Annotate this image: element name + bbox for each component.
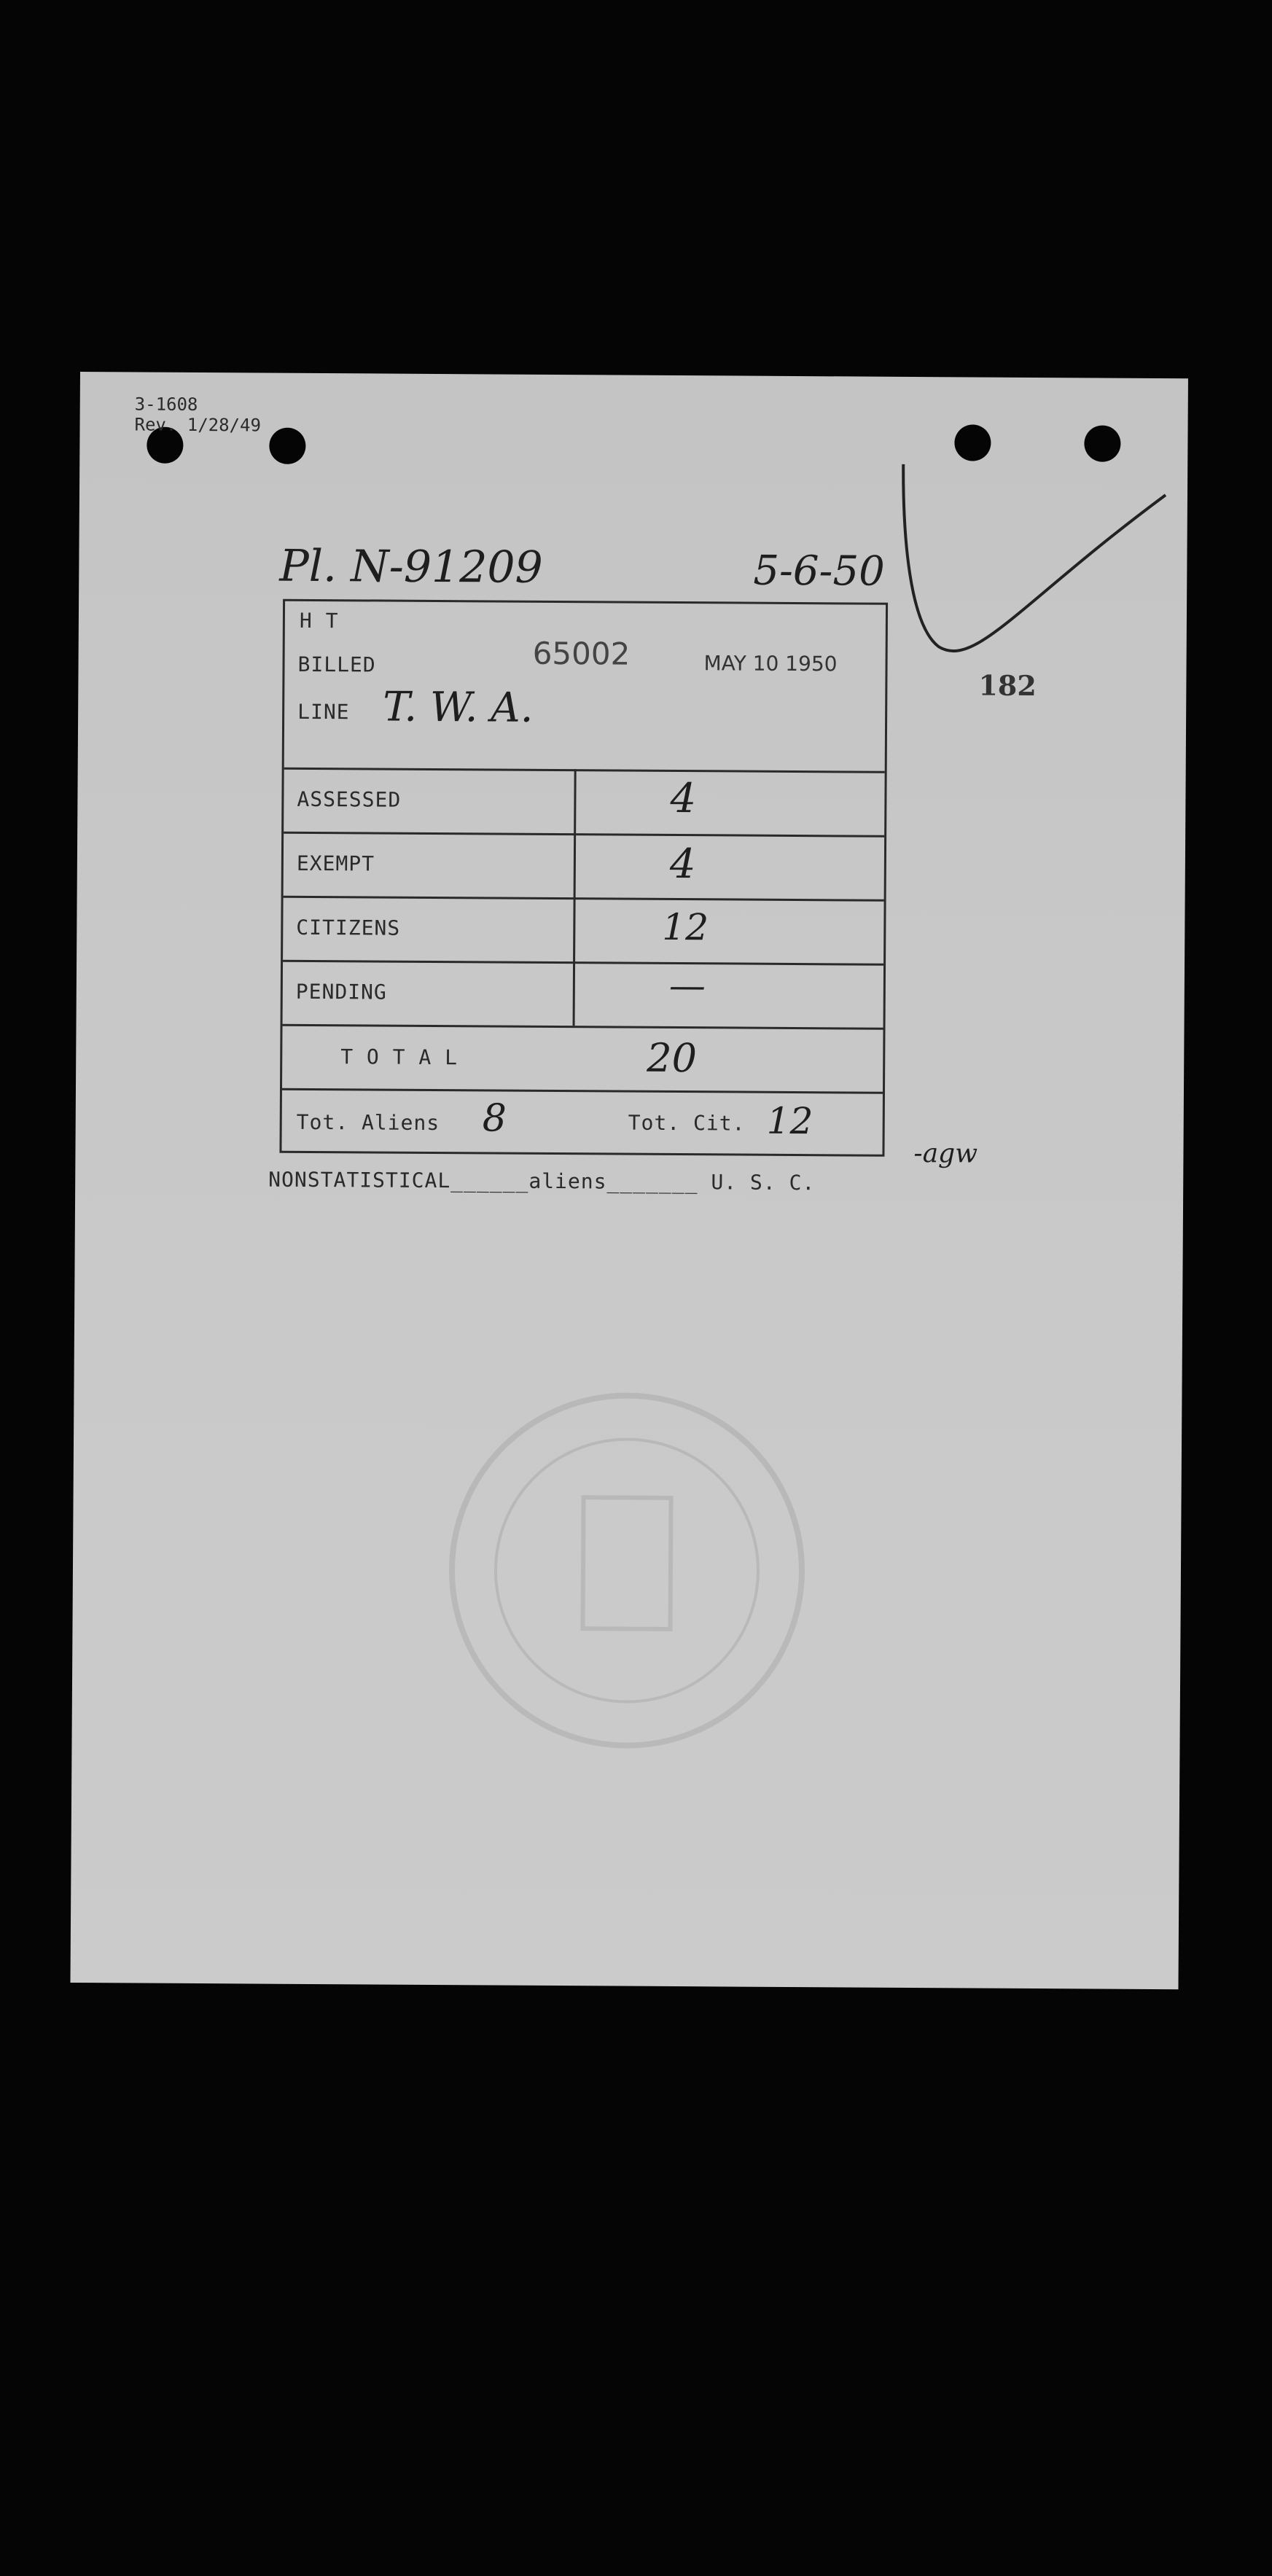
row-label-pending: PENDING (295, 979, 387, 1004)
form-revision: Rev. 1/28/49 (134, 414, 262, 436)
handwritten-date: 5-6-50 (753, 547, 885, 596)
row-value-pending: — (668, 964, 706, 1007)
document-page (70, 372, 1187, 1989)
row-label-exempt: EXEMPT (296, 851, 375, 876)
row-value-exempt: 4 (669, 840, 696, 889)
total-value: 20 (647, 1034, 698, 1082)
tot-cit-value: 12 (766, 1099, 813, 1143)
form-number: 3-1608 (134, 394, 198, 415)
page-number: 182 (978, 668, 1037, 703)
ht-label: H T (299, 608, 339, 633)
row-value-assessed: 4 (670, 774, 697, 823)
tot-aliens-label: Tot. Aliens (296, 1109, 440, 1136)
billed-label: BILLED (297, 652, 376, 677)
row-label-assessed: ASSESSED (297, 787, 402, 812)
tot-aliens-value: 8 (482, 1096, 507, 1141)
billing-form-box (279, 599, 888, 1157)
date-stamp: MAY 10 1950 (703, 651, 838, 676)
initials: -agw (913, 1139, 978, 1169)
nonstatistical-line: NONSTATISTICAL______aliens_______ U. S. C. (268, 1167, 816, 1195)
line-label: LINE (297, 699, 350, 725)
punch-hole (269, 428, 305, 464)
line-value: T. W. A. (382, 683, 534, 732)
billed-number: 65002 (532, 635, 631, 672)
total-label: T O T A L (340, 1045, 459, 1070)
row-label-citizens: CITIZENS (296, 915, 401, 940)
check-mark-icon (894, 450, 1173, 684)
plate-number: Pl. N-91209 (279, 540, 543, 593)
tot-cit-label: Tot. Cit. (628, 1110, 746, 1136)
seal-watermark (436, 1380, 817, 1761)
row-value-citizens: 12 (662, 905, 709, 949)
